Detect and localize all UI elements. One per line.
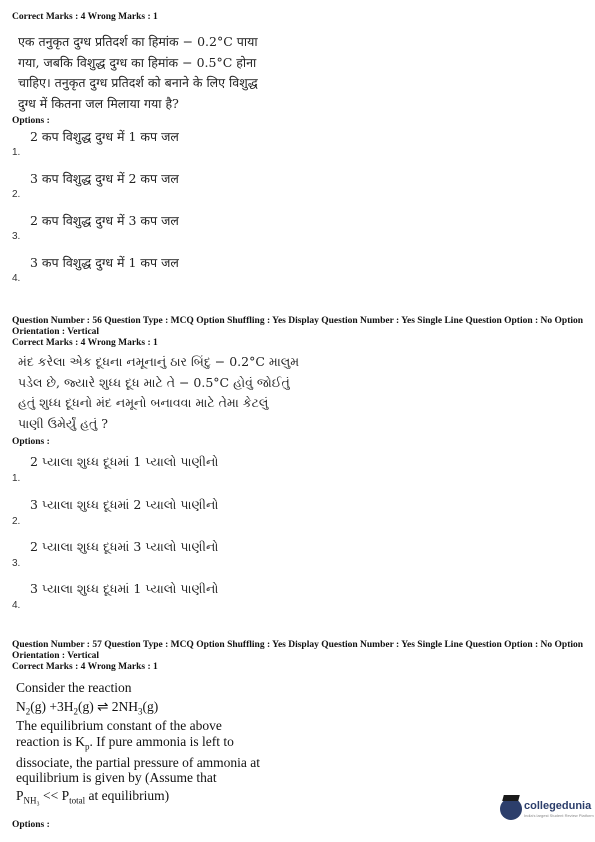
option-number: 1. — [12, 147, 21, 158]
equation-text: (g) +3H — [30, 699, 74, 714]
option-text: 2 कप विशुद्ध दुग्ध में 3 कप जल — [30, 213, 179, 228]
paragraph-text: The equilibrium constant of the above reaction is K — [16, 718, 222, 749]
reaction-equation — [16, 699, 266, 720]
assume-subscript: total — [69, 795, 86, 806]
question-line: પડેલ છે, જ્યારે શુધ્ધ દૂધ માટે તે − 0.5°C હોવું જોઈતું — [18, 374, 290, 390]
equation-subscript: 2 — [25, 706, 31, 717]
question-intro: Consider the reaction — [16, 680, 132, 695]
option-number: 2. — [12, 189, 21, 200]
graduation-cap-icon — [500, 798, 522, 820]
option-item[interactable] — [10, 254, 310, 284]
assumption-text — [16, 788, 266, 809]
equation-subscript: 3 — [138, 706, 143, 717]
question-paragraph — [16, 718, 266, 786]
assume-text: at equilibrium) — [85, 788, 170, 803]
logo-brand: collegedunia — [524, 800, 592, 812]
question-line: दुग्ध में कितना जल मिलाया गया है? — [18, 95, 179, 111]
question-header: Question Number : 57 Question Type : MCQ Option Shuffling : Yes Display Question Number : Yes Single Line Question Option : No Option Orientation : Vertical — [12, 640, 584, 661]
equation-text: (g) — [142, 699, 159, 714]
option-text: 3 પ્યાલા શુધ્ધ દૂધમાં 2 પ્યાલો પાણીનો — [30, 497, 219, 512]
question-header: Question Number : 56 Question Type : MCQ Option Shuffling : Yes Display Question Number : Yes Single Line Question Option : No Option Orientation : Vertical — [12, 316, 584, 337]
option-text: 2 પ્યાલા શુધ્ધ દૂધમાં 1 પ્યાલો પાણીનો — [30, 454, 219, 469]
marks-line: Correct Marks : 4 Wrong Marks : 1 — [12, 12, 158, 22]
assume-text: << P — [39, 788, 70, 803]
option-text: 3 कप विशुद्ध दुग्ध में 2 कप जल — [30, 171, 179, 186]
option-number: 4. — [12, 273, 21, 284]
kp-subscript: p — [84, 741, 90, 752]
option-text: 2 कप विशुद्ध दुग्ध में 1 कप जल — [30, 129, 179, 144]
options-label: Options : — [12, 437, 50, 447]
assume-subscript: NH₃ — [23, 795, 40, 806]
option-item[interactable] — [10, 581, 310, 611]
question-line: चाहिए। तनुकृत दुग्ध प्रतिदर्श को बनाने के लिए विशुद्ध — [18, 75, 258, 90]
question-line: મંદ કરેલા એક દૂધના નમૂનાનું ઠાર બિંદુ − 0.2°C માલુમ — [18, 354, 300, 369]
option-item[interactable] — [10, 212, 310, 242]
question-line: પાણી ઉમેર્યું હતું ? — [18, 415, 108, 431]
collegedunia-logo — [500, 796, 595, 824]
question-text — [18, 32, 298, 114]
option-number: 2. — [12, 516, 21, 527]
equation-text: (g) ⇌ 2NH — [77, 699, 139, 714]
option-item[interactable] — [10, 454, 310, 484]
question-line: एक तनुकृत दुग्ध प्रतिदर्श का हिमांक − 0.2°C पाया — [18, 34, 258, 49]
options-label: Options : — [12, 116, 50, 126]
question-line: હતું શુધ્ધ દૂધનો મંદ નમૂનો બનાવવા માટે તેમા કેટલું — [18, 395, 269, 410]
option-item[interactable] — [10, 497, 310, 527]
marks-line: Correct Marks : 4 Wrong Marks : 1 — [12, 338, 158, 348]
option-number: 1. — [12, 473, 21, 484]
marks-line: Correct Marks : 4 Wrong Marks : 1 — [12, 662, 158, 672]
option-text: 3 कप विशुद्ध दुग्ध में 1 कप जल — [30, 255, 179, 270]
option-text: 3 પ્યાલા શુધ્ધ દૂધમાં 1 પ્યાલો પાણીનો — [30, 581, 219, 596]
option-item[interactable] — [10, 170, 310, 200]
option-number: 3. — [12, 558, 21, 569]
option-text: 2 પ્યાલા શુધ્ધ દૂધમાં 3 પ્યાલો પાણીનો — [30, 539, 219, 554]
options-label: Options : — [12, 820, 50, 830]
question-line: गया, जबकि विशुद्ध दुग्ध का हिमांक − 0.5°C होना — [18, 54, 257, 70]
paragraph-text: . If pure ammonia is left to dissociate, the partial pressure of ammonia at equilibrium is given by (Assume that — [16, 733, 261, 786]
option-number: 4. — [12, 600, 21, 611]
option-item[interactable] — [10, 539, 310, 569]
question-text — [18, 352, 318, 434]
equation-text: N — [16, 699, 26, 714]
logo-tagline: India's largest Student Review Platform — [524, 813, 594, 818]
assume-text: P — [16, 788, 24, 803]
option-number: 3. — [12, 231, 21, 242]
option-item[interactable] — [10, 128, 310, 158]
equation-subscript: 2 — [73, 706, 78, 717]
